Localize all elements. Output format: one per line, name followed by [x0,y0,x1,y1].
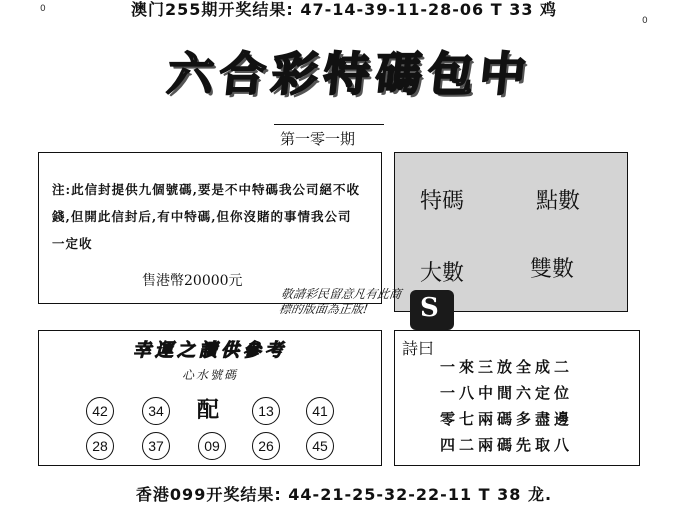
panel-item-special-code: 特碼 [420,189,465,214]
hongkong-result-footer: 香港099开奖结果: 44-21-25-32-22-11 T 38 龙. [135,485,553,504]
issue-number: 第一零一期 [280,130,356,148]
poem-line: 零七兩碼多盡邊 [440,410,574,428]
disclaimer-text: 敬請彩民留意凡有此商標的版面為正版! [278,287,403,316]
corner-mark-left: 0 [40,4,46,14]
lucky-subtitle: 心水號碼 [181,368,238,382]
notice-label: 注: [52,182,72,197]
number-ball: 28 [86,432,114,460]
price-text: 售港幣20000元 [142,273,243,289]
panel-item-even-number: 雙數 [530,257,575,282]
number-ball: 45 [306,432,334,460]
poem-line: 四二兩碼先取八 [440,436,574,454]
number-ball: 26 [252,432,280,460]
poem-title: 詩曰 [402,339,435,358]
number-ball: 09 [198,432,226,460]
corner-mark-right: 0 [642,16,648,26]
number-ball: 34 [142,397,170,425]
panel-item-points: 點數 [536,189,581,214]
panel-item-big-number: 大數 [420,261,465,286]
poem-line: 一來三放全成二 [440,358,574,376]
center-label: 配 [197,397,220,423]
trademark-logo [410,290,454,330]
special-code-panel [394,152,628,312]
issue-divider [274,124,384,125]
macau-result-header: 澳门255期开奖结果: 47-14-39-11-28-06 T 33 鸡 [130,0,558,19]
logo-glyph: S [420,293,439,323]
number-ball: 13 [252,397,280,425]
number-ball: 41 [306,397,334,425]
main-title: 六合彩特碼包中 [164,47,535,101]
number-ball: 42 [86,397,114,425]
notice-text [52,176,362,257]
number-ball: 37 [142,432,170,460]
poem-line: 一八中間六定位 [440,384,574,402]
notice-body: 此信封提供九個號碼,要是不中特碼我公司絕不收錢,但開此信封后,有中特碼,但你沒賭的事情我公司一定收 [52,182,360,251]
lucky-title: 幸運之讀供參考 [133,340,287,361]
